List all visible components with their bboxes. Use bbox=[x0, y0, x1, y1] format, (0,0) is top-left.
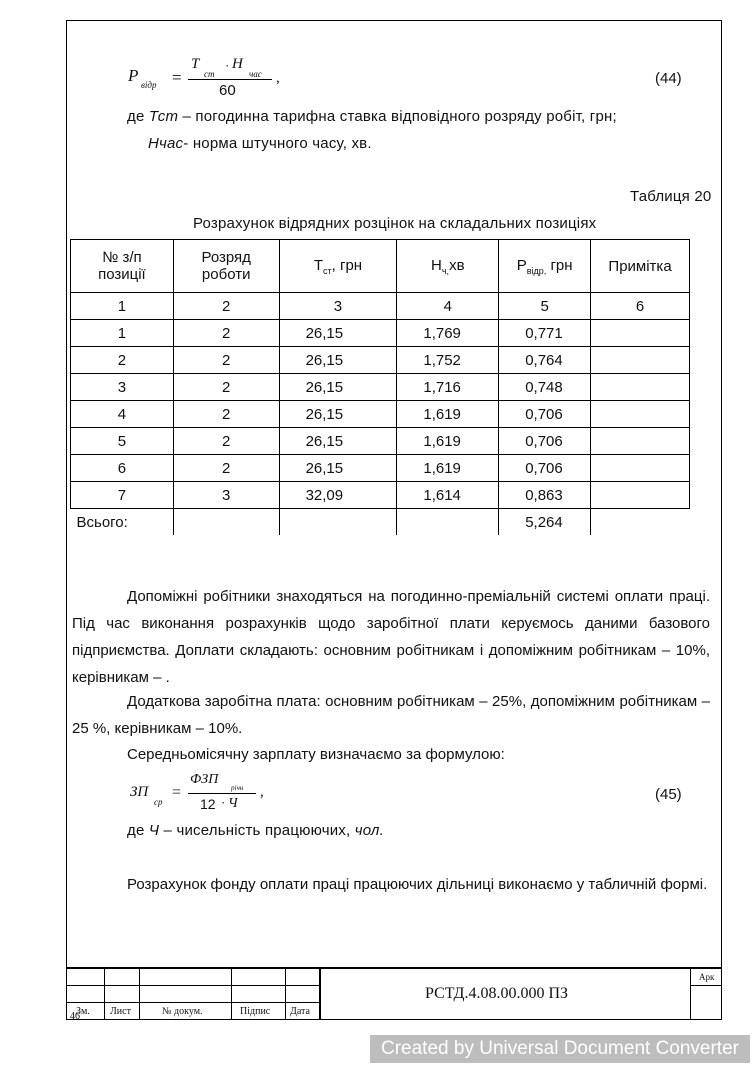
paragraph-1: Допоміжні робітники знаходяться на погодинно-преміальній системі оплати праці. Під час виконання розрахунків щодо заробітної плати керуємось даними базового підприємства. Доплати складають: основним робітникам і допоміжним робітникам – 10%, керівникам – . bbox=[72, 588, 710, 686]
table-row: 6 2 26,15 1,619 0,706 bbox=[71, 455, 690, 482]
formula45-den-b: Ч bbox=[228, 796, 238, 811]
formula-number: (44) bbox=[655, 70, 682, 87]
table-row: 3 2 26,15 1,716 0,748 bbox=[71, 374, 690, 401]
formula45-num: ФЗП bbox=[190, 772, 219, 787]
table-row: 7 3 32,09 1,614 0,863 bbox=[71, 482, 690, 509]
definition-line-2: Нчас- норма штучного часу, хв. bbox=[148, 135, 372, 152]
symbol-nchas: Нчас bbox=[148, 135, 184, 152]
formula-lhs-sub: відр bbox=[141, 80, 157, 90]
formula-den: 60 bbox=[219, 82, 236, 99]
document-code: РСТД.4.08.00.000 ПЗ bbox=[425, 985, 569, 1002]
formula-dot: · bbox=[225, 58, 230, 73]
total-value: 5,264 bbox=[499, 509, 591, 536]
fraction-line bbox=[188, 79, 272, 80]
paragraph-5: Розрахунок фонду оплати праці працюючих дільниці виконаємо у табличній формі. bbox=[127, 876, 708, 893]
col-doc: № докум. bbox=[162, 1006, 203, 1017]
header-cell: Розряд роботи bbox=[173, 240, 279, 293]
rates-table bbox=[70, 239, 690, 535]
formula-num-b-sub: час bbox=[249, 69, 262, 79]
table-caption: Розрахунок відрядних розцінок на складальних позиціях bbox=[193, 215, 597, 232]
header-cell: $Р_{відр,}$ грн bbox=[499, 240, 591, 293]
header-cell: № з/п позиції bbox=[71, 240, 174, 293]
col-zm: Зм. bbox=[76, 1006, 90, 1017]
header-cell: $Н_{ч,}хв$ bbox=[397, 240, 499, 293]
table-number-row: 1 2 3 4 5 6 bbox=[71, 293, 690, 320]
formula45-lhs-sub: ср bbox=[154, 797, 163, 807]
fraction-line bbox=[188, 793, 256, 794]
page-number: 46 bbox=[70, 1011, 80, 1022]
table-row: 1 2 26,15 1,769 0,771 bbox=[71, 320, 690, 347]
table-label: Таблиця 20 bbox=[630, 188, 712, 205]
formula45-num-sub: річн bbox=[231, 784, 244, 792]
paragraph-2: Додаткова заробітна плата: основним робітникам – 25%, допоміжним робітникам – 25 %, керівникам – 10%. bbox=[72, 693, 710, 737]
total-label: Всього: bbox=[71, 509, 174, 536]
col-sign: Підпис bbox=[240, 1006, 271, 1017]
symbol-tst: Тст bbox=[148, 108, 179, 125]
formula-comma: , bbox=[276, 70, 280, 86]
paragraph-4: де Ч – чисельність працюючих, чол. bbox=[127, 822, 384, 839]
formula45-number: (45) bbox=[655, 786, 682, 803]
formula-num-a: T bbox=[191, 56, 200, 72]
sheet-label: Арк bbox=[699, 972, 715, 982]
definition-line-1: де Тст – погодинна тарифна ставка відповідного розряду робіт, грн; bbox=[127, 108, 617, 125]
table-total-row bbox=[71, 509, 690, 536]
table-row: 5 2 26,15 1,619 0,706 bbox=[71, 428, 690, 455]
formula45-lhs: ЗП bbox=[130, 784, 149, 800]
table-row: 4 2 26,15 1,619 0,706 bbox=[71, 401, 690, 428]
formula45-den-a: 12 bbox=[200, 796, 216, 812]
formula-num-b: H bbox=[232, 56, 243, 72]
header-cell: Примітка bbox=[591, 240, 690, 293]
formula-lhs: P bbox=[128, 66, 139, 85]
col-list: Лист bbox=[110, 1006, 131, 1017]
header-cell: $Т_{ст}$, грн bbox=[279, 240, 397, 293]
watermark: Created by Universal Document Converter bbox=[370, 1035, 750, 1063]
formula-num-a-sub: ст bbox=[204, 69, 215, 79]
col-date: Дата bbox=[290, 1006, 310, 1017]
table-row: 2 2 26,15 1,752 0,764 bbox=[71, 347, 690, 374]
paragraph-3: Середньомісячну зарплату визначаємо за формулою: bbox=[127, 746, 505, 763]
table-header-row bbox=[71, 240, 690, 293]
